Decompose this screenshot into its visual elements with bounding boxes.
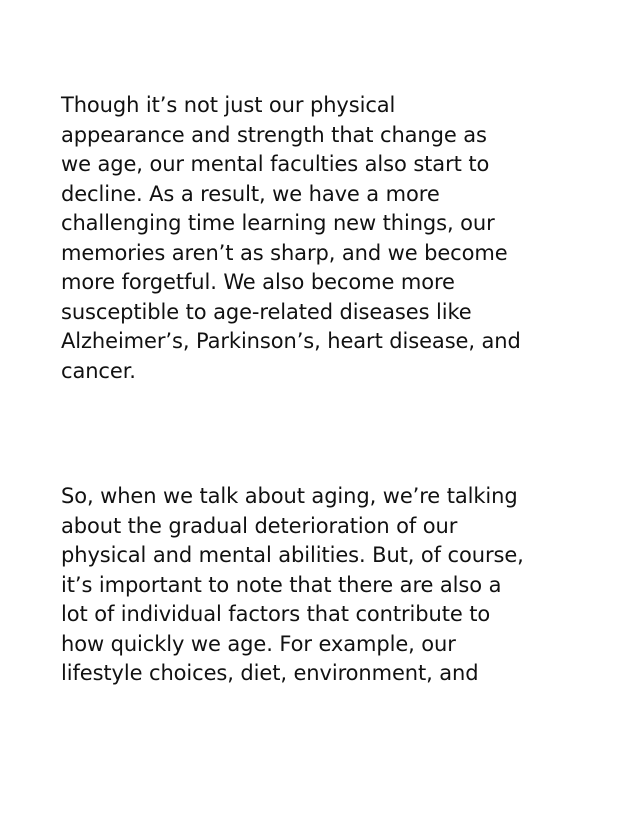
text-line: challenging time learning new things, our <box>61 211 495 235</box>
text-line: Though it’s not just our physical <box>61 93 396 117</box>
paragraph-aging-decline <box>61 91 591 386</box>
text-line: appearance and strength that change as <box>61 122 487 147</box>
paragraph-aging-factors <box>61 482 591 689</box>
text-line: more forgetful. We also become more <box>61 270 455 294</box>
text-line: physical and mental abilities. But, of course, <box>61 543 524 567</box>
text-line: susceptible to age-related diseases like <box>61 299 472 324</box>
text-line: lot of individual factors that contribute to <box>61 602 491 626</box>
text-line: about the gradual deterioration of our <box>61 513 458 538</box>
text-line: memories aren’t as sharp, and we become <box>61 240 508 265</box>
text-line: cancer. <box>61 358 136 383</box>
text-line: Alzheimer’s, Parkinson’s, heart disease, and <box>61 329 521 353</box>
text-line: we age, our mental faculties also start to <box>61 152 490 176</box>
text-line: lifestyle choices, diet, environment, and <box>61 661 479 685</box>
text-line: decline. As a result, we have a more <box>61 181 440 206</box>
text-line: how quickly we age. For example, our <box>61 631 456 656</box>
text-line: So, when we talk about aging, we’re talking <box>61 484 518 508</box>
text-line: it’s important to note that there are also a <box>61 572 502 597</box>
